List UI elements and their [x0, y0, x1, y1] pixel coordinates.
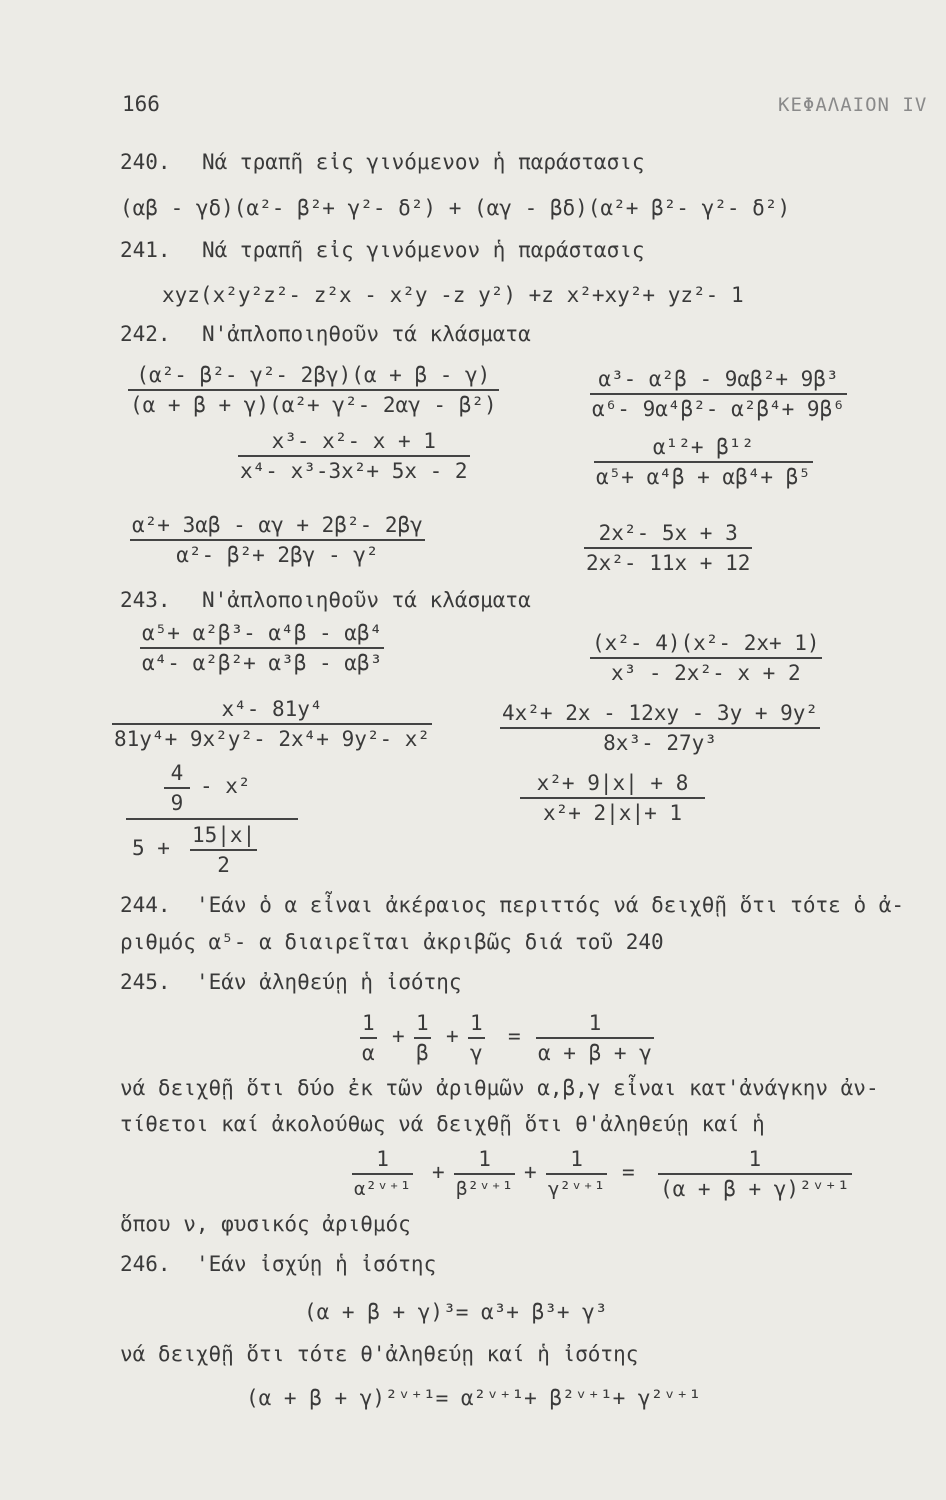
chapter-title: ΚΕΦΑΛΑΙΟΝ IV: [778, 94, 928, 116]
denominator: α⁵+ α⁴β + αβ⁴+ β⁵: [596, 464, 811, 489]
fraction: [360, 1010, 377, 1066]
numerator: 1: [470, 1011, 483, 1035]
problem-label: 240.: [120, 150, 171, 174]
denominator: β²ᵛ⁺¹: [456, 1177, 514, 1200]
denominator: γ²ᵛ⁺¹: [548, 1177, 606, 1200]
denominator: 2: [217, 852, 230, 877]
denominator: (α + β + γ)²ᵛ⁺¹: [660, 1176, 850, 1201]
numerator: 1: [478, 1147, 491, 1171]
numerator: 4: [170, 761, 184, 785]
denominator: x⁴- x³-3x²+ 5x - 2: [240, 458, 468, 483]
problem-text: 'Εάν ἀληθεύῃ ἡ ἰσότης: [196, 970, 462, 994]
fraction: [352, 1146, 413, 1202]
complex-fraction: [126, 760, 298, 878]
operator: =: [508, 1024, 521, 1048]
numerator: 4x²+ 2x - 12xy - 3y + 9y²: [502, 701, 819, 725]
problem-text: νά δειχθῇ ὅτι δύο ἐκ τῶν ἀριθμῶν α,β,γ εἶναι κατ'ἀνάγκην ἀν-: [120, 1076, 879, 1100]
numerator: 1: [570, 1147, 583, 1171]
operator: =: [622, 1160, 635, 1184]
page-number: 166: [122, 92, 160, 116]
fraction: [130, 512, 425, 568]
numerator: 1: [588, 1011, 602, 1035]
denominator: α: [362, 1040, 375, 1065]
denominator: x²+ 2|x|+ 1: [542, 800, 683, 825]
expression: (αβ - γδ)(α²- β²+ γ²- δ²) + (αγ - βδ)(α²+ β²- γ²- δ²): [120, 196, 791, 220]
numerator: 1: [416, 1011, 429, 1035]
denominator: α²- β²+ 2βγ - γ²: [176, 542, 379, 567]
problem-text: ὅπου ν, φυσικός ἀριθμός: [120, 1212, 411, 1236]
fraction: [594, 434, 813, 490]
problem-label: 241.: [120, 238, 171, 262]
fraction: [500, 700, 820, 756]
numerator: α¹²+ β¹²: [652, 435, 755, 459]
problem-text: Νά τραπῆ εἰς γινόμενον ἡ παράστασις: [202, 150, 645, 174]
denominator: 9: [170, 790, 184, 815]
fraction: [112, 696, 432, 752]
operator: +: [432, 1160, 445, 1184]
fraction: [414, 1010, 431, 1066]
problem-text: νά δειχθῇ ὅτι τότε θ'ἀληθεύῃ καί ἡ ἰσότης: [120, 1342, 639, 1366]
fraction: [454, 1146, 515, 1202]
fraction: [164, 760, 190, 816]
problem-text: τίθετοι καί ἀκολούθως νά δειχθῇ ὅτι θ'ἀληθεύῃ καί ἡ: [120, 1112, 765, 1136]
numerator: 1: [362, 1011, 375, 1035]
problem-label: 246.: [120, 1252, 171, 1276]
denominator: α⁶- 9α⁴β²- α²β⁴+ 9β⁶: [592, 396, 845, 421]
fraction: [190, 822, 257, 878]
denominator: β: [416, 1040, 429, 1065]
numerator: α⁵+ α²β³- α⁴β - αβ⁴: [142, 621, 383, 645]
numerator: 1: [748, 1147, 762, 1171]
fraction: [128, 362, 499, 418]
denominator: α + β + γ: [538, 1040, 652, 1065]
denominator: x³ - 2x²- x + 2: [610, 660, 801, 685]
denominator: α²ᵛ⁺¹: [354, 1177, 412, 1200]
numerator: 2x²- 5x + 3: [598, 521, 738, 545]
denominator: 8x³- 27y³: [603, 730, 717, 755]
numerator: (α²- β²- γ²- 2βγ)(α + β - γ): [136, 363, 491, 387]
numerator: x⁴- 81y⁴: [221, 697, 323, 721]
numerator: x²+ 9|x| + 8: [536, 771, 689, 795]
fraction: [546, 1146, 607, 1202]
numerator: x³- x²- x + 1: [271, 429, 436, 453]
fraction-bar: [126, 818, 298, 820]
problem-text: Νά τραπῆ εἰς γινόμενον ἡ παράστασις: [202, 238, 645, 262]
fraction: [536, 1010, 654, 1066]
fraction: [584, 520, 752, 576]
numerator: 1: [376, 1147, 389, 1171]
problem-text: N'ἀπλοποιηθοῦν τά κλάσματα: [202, 322, 531, 346]
problem-text: N'ἀπλοποιηθοῦν τά κλάσματα: [202, 588, 531, 612]
numerator: (x²- 4)(x²- 2x+ 1): [592, 631, 820, 655]
equation: (α + β + γ)²ᵛ⁺¹= α²ᵛ⁺¹+ β²ᵛ⁺¹+ γ²ᵛ⁺¹: [246, 1386, 702, 1410]
expression: - x²: [200, 774, 251, 798]
fraction: [590, 630, 822, 686]
problem-text: 'Εάν ὁ α εἶναι ἀκέραιος περιττός νά δειχθῇ ὅτι τότε ὁ ἀ-: [196, 893, 905, 917]
fraction: [520, 770, 705, 826]
problem-label: 243.: [120, 588, 171, 612]
operator: +: [392, 1024, 405, 1048]
fraction: [468, 1010, 485, 1066]
problem-text: 'Εάν ἰσχύῃ ἡ ἰσότης: [196, 1252, 437, 1276]
problem-label: 244.: [120, 893, 171, 917]
denominator: 81y⁴+ 9x²y²- 2x⁴+ 9y²- x²: [114, 726, 431, 751]
fraction: [140, 620, 384, 676]
problem-label: 245.: [120, 970, 171, 994]
fraction: [590, 366, 847, 422]
denominator: α⁴- α²β²+ α³β - αβ³: [142, 650, 383, 675]
fraction: [658, 1146, 852, 1202]
numerator: α²+ 3αβ - αγ + 2β²- 2βγ: [132, 513, 423, 537]
expression: xyz(x²y²z²- z²x - x²y -z y²) +z x²+xy²+ yz²- 1: [162, 283, 744, 307]
expression: 5 +: [132, 836, 170, 860]
problem-label: 242.: [120, 322, 171, 346]
fraction: [238, 428, 470, 484]
denominator: (α + β + γ)(α²+ γ²- 2αγ - β²): [130, 392, 497, 417]
denominator: γ: [470, 1040, 483, 1065]
problem-text: ριθμός α⁵- α διαιρεῖται ἀκριβῶς διά τοῦ 240: [120, 930, 664, 954]
operator: +: [446, 1024, 459, 1048]
equation: (α + β + γ)³= α³+ β³+ γ³: [304, 1300, 608, 1324]
numerator: α³- α²β - 9αβ²+ 9β³: [598, 367, 839, 391]
numerator: 15|x|: [192, 823, 256, 847]
denominator: 2x²- 11x + 12: [586, 550, 751, 575]
operator: +: [524, 1160, 537, 1184]
